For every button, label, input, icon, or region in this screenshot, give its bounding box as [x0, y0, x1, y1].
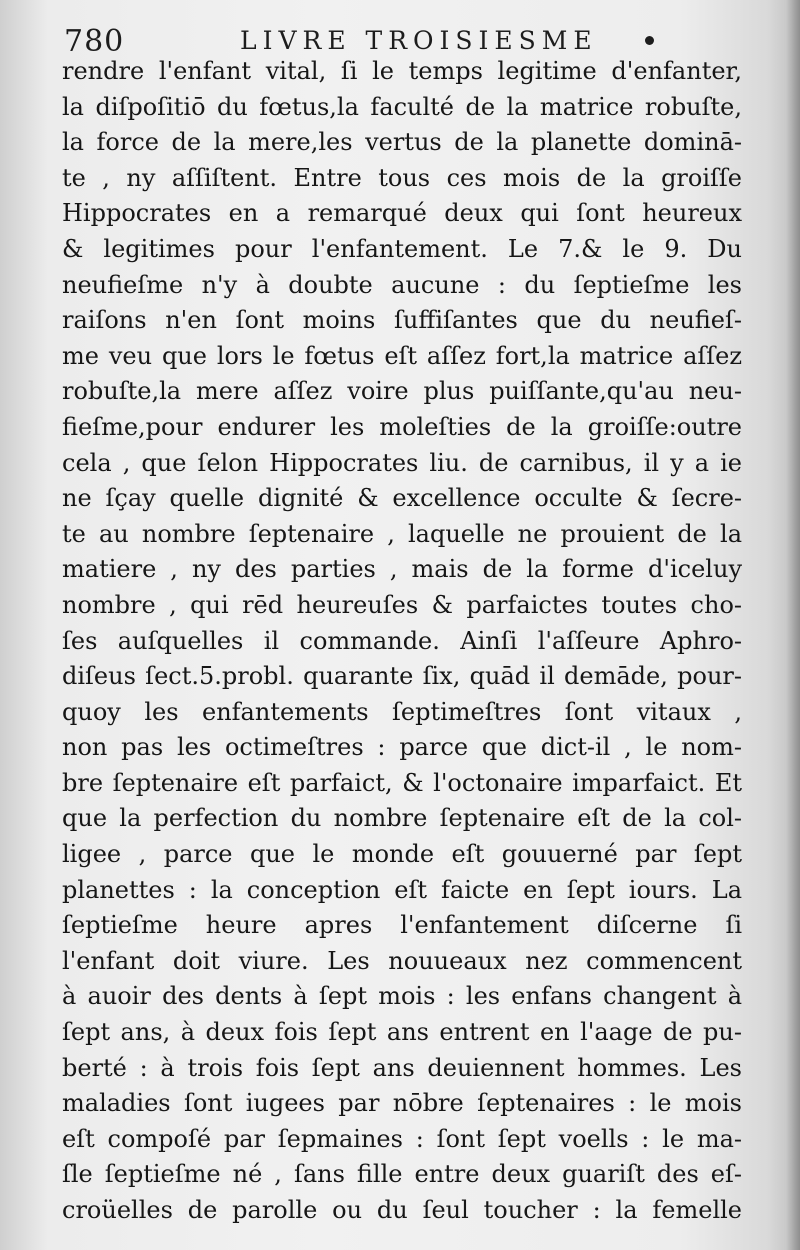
- text-line: Hippocrates en a remarqué deux qui ſont heureux: [62, 199, 742, 228]
- text-line: rendre l'enfant vital, ſi le temps legitime d'enfanter,: [62, 57, 742, 85]
- page-header: [60, 18, 700, 58]
- text-line: berté : à trois fois ſept ans deuiennent hommes. Les: [62, 1053, 742, 1082]
- text-line: l'enfant doit viure. Les nouueaux nez commencent: [62, 946, 742, 975]
- text-line: croüelles de parolle ou du ſeul toucher : la femelle: [62, 1196, 742, 1224]
- text-line: que la perfection du nombre ſeptenaire eſt de la col-: [62, 804, 742, 833]
- running-title: LIVRE TROISIESME: [240, 26, 598, 55]
- text-line: matiere , ny des parties , mais de la forme d'iceluy: [62, 555, 742, 584]
- text-line: nombre , qui rēd heureuſes & parfaictes toutes cho-: [62, 590, 742, 619]
- text-line: ſle ſeptieſme né , ſans fille entre deux guariſt des eſ-: [62, 1160, 742, 1189]
- body-text: [62, 54, 742, 1229]
- text-line: planettes : la conception eſt faicte en ſept iours. La: [62, 875, 742, 904]
- text-line: & legitimes pour l'enfantement. Le 7.& le 9. Du: [62, 234, 742, 263]
- text-line: la force de la mere,les vertus de la planette dominā-: [62, 128, 742, 157]
- text-line: robuſte,la mere aſſez voire plus puiſſante,qu'au neu-: [62, 377, 742, 406]
- text-line: ſes auſquelles il commande. Ainſi l'aſſeure Aphro-: [62, 626, 742, 655]
- text-line: ne ſçay quelle dignité & excellence occulte & ſecre-: [62, 484, 742, 513]
- text-line: non pas les octimeſtres : parce que dict-il , le nom-: [62, 733, 742, 762]
- page-number: 780: [64, 24, 125, 59]
- text-line: bre ſeptenaire eſt parfaict, & l'octonaire imparfaict. Et: [62, 768, 742, 797]
- text-line: ſeptieſme heure apres l'enfantement diſcerne ſi: [62, 911, 742, 940]
- text-line: diſeus ſect.5.probl. quarante ſix, quād il demāde, pour-: [62, 662, 742, 691]
- text-line: ligee , parce que le monde eſt gouuerné par ſept: [62, 840, 742, 869]
- text-line: ſept ans, à deux fois ſept ans entrent en l'aage de pu-: [62, 1018, 742, 1047]
- text-line: neufieſme n'y à doubte aucune : du ſeptieſme les: [62, 270, 742, 299]
- text-line: te au nombre ſeptenaire , laquelle ne prouient de la: [62, 519, 742, 548]
- text-line: à auoir des dents à ſept mois : les enfans changent à: [62, 982, 742, 1011]
- page-edge-shadow: [786, 0, 800, 1250]
- text-line: quoy les enfantements ſeptimeſtres ſont vitaux ,: [62, 697, 742, 726]
- text-line: te , ny aſſiſtent. Entre tous ces mois de la groiſſe: [62, 163, 742, 192]
- text-line: cela , que ſelon Hippocrates liu. de carnibus, il y a ie: [62, 448, 742, 477]
- text-line: eſt compoſé par ſepmaines : ſont ſept voells : le ma-: [62, 1124, 742, 1153]
- text-line: fieſme,pour endurer les moleſties de la groiſſe:outre: [62, 412, 742, 441]
- text-line: la diſpoſitiō du fœtus,la faculté de la matrice robuſte,: [62, 92, 742, 121]
- header-ornament: [645, 36, 654, 45]
- text-line: maladies ſont iugees par nōbre ſeptenaires : le mois: [62, 1089, 742, 1118]
- text-line: raiſons n'en ſont moins ſuffiſantes que du neufieſ-: [62, 306, 742, 335]
- text-line: me veu que lors le fœtus eſt aſſez fort,la matrice aſſez: [62, 341, 742, 370]
